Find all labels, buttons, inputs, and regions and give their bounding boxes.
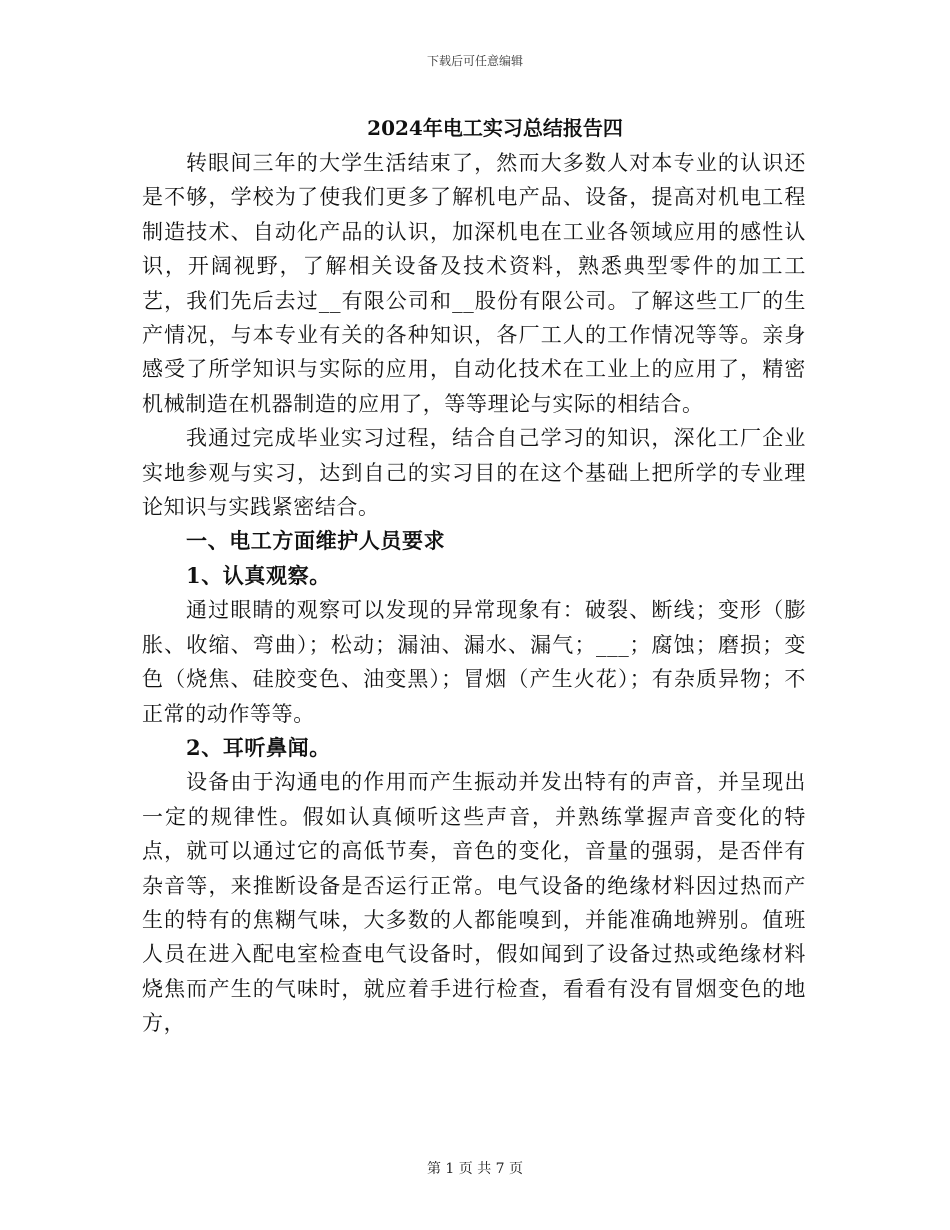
paragraph-listen-smell: 设备由于沟通电的作用而产生振动并发出特有的声音，并呈现出一定的规律性。假如认真倾听这些声音，并熟练掌握声音变化的特点，就可以通过它的高低节奏，音色的变化，音量的强弱，是否伴有杂音等，来推断设备是否运行正常。电气设备的绝缘材料因过热而产生的特有的焦糊气味，大多数的人都能嗅到，并能准确地辨别。值班人员在进入配电室检查电气设备时，假如闻到了设备过热或绝缘材料烧焦而产生的气味时，就应着手进行检查，看看有没有冒烟变色的地方， <box>142 770 806 1036</box>
document-title: 2024年电工实习总结报告四 <box>367 116 623 140</box>
paragraph-observe: 通过眼睛的观察可以发现的异常现象有：破裂、断线；变形（膨胀、收缩、弯曲）；松动；漏油、漏水、漏气；___；腐蚀；磨损；变色（烧焦、硅胶变色、油变黑）；冒烟（产生火花）；有杂质异物；不正常的动作等等。 <box>142 598 806 726</box>
header-note: 下载后可任意编辑 <box>426 54 523 68</box>
section-heading-requirements: 一、电工方面维护人员要求 <box>186 528 446 554</box>
page-number-footer: 第 1 页 共 7 页 <box>426 1161 524 1177</box>
paragraph-internship-goal: 我通过完成毕业实习过程，结合自己学习的知识，深化工厂企业实地参观与实习，达到自己的实习目的在这个基础上把所学的专业理论知识与实践紧密结合。 <box>142 426 806 520</box>
subheading-observe: 1、认真观察。 <box>186 562 331 588</box>
paragraph-intro: 转眼间三年的大学生活结束了，然而大多数人对本专业的认识还是不够，学校为了使我们更多了解机电产品、设备，提高对机电工程制造技术、自动化产品的认识，加深机电在工业各领域应用的感性认识，开阔视野，了解相关设备及技术资料，熟悉典型零件的加工工艺，我们先后去过__有限公司和__股份有限公司。了解这些工厂的生产情况，与本专业有关的各种知识，各厂工人的工作情况等等。亲身感受了所学知识与实际的应用，自动化技术在工业上的应用了，精密机械制造在机器制造的应用了，等等理论与实际的相结合。 <box>142 151 806 416</box>
subheading-listen-smell: 2、耳听鼻闻。 <box>186 734 331 760</box>
document-body <box>142 146 806 1041</box>
